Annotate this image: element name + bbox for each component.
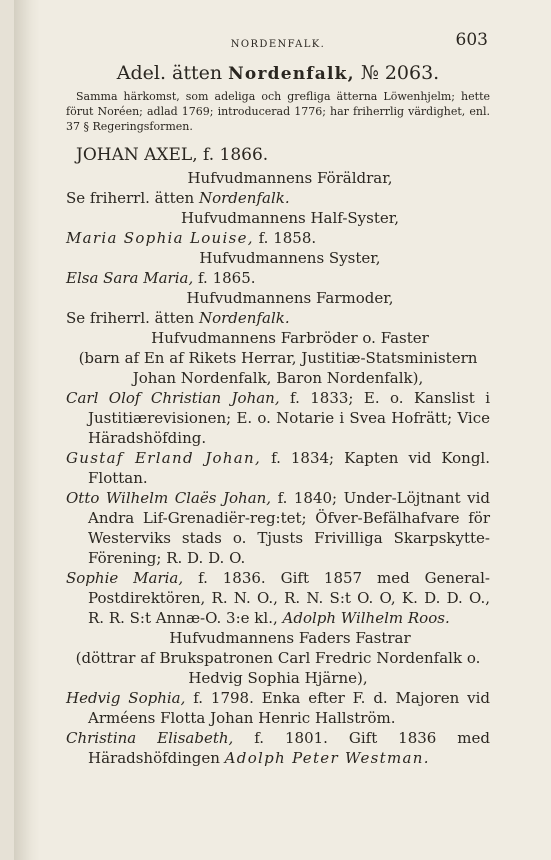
grandmother-ref xyxy=(66,308,490,328)
entry-text: f. 1834; Kapten vid Kongl. Flottan. xyxy=(88,449,490,487)
entry-name: Gustaf Erland Johan, xyxy=(66,449,262,467)
title-number: № 2063. xyxy=(360,62,440,84)
uncles-note: (barn af En af Rikets Herrar, Justitiæ-Statsministern Johan Nordenfalk, Baron Nordenfalk), xyxy=(78,349,478,387)
entry-spouse: Adolph Peter Westman. xyxy=(224,749,430,767)
ref-text: Se friherrl. ätten xyxy=(66,309,195,327)
half-sister-entry xyxy=(66,228,490,248)
section-heading-grandmother: Hufvudmannens Farmoder, xyxy=(186,289,394,307)
entry-text: f. 1836. Gift 1857 med General-Postdirektören, R. N. O., R. N. S:t O. O, K. D. D. O., R. R. S:t Annæ-O. 3:e kl., xyxy=(88,569,490,627)
uncle-entry xyxy=(66,488,490,568)
parents-ref xyxy=(66,188,490,208)
entry-name: Christina Elisabeth, xyxy=(66,729,234,747)
aunt-entry xyxy=(66,568,490,628)
entry-text: f. 1798. Enka efter F. d. Majoren vid Arméens Flotta Johan Henric Hallström. xyxy=(88,689,490,727)
ref-family: Nordenfalk. xyxy=(198,189,290,207)
section-heading-parents: Hufvudmannens Föräldrar, xyxy=(187,169,393,187)
section-heading-sister: Hufvudmannens Syster, xyxy=(199,249,381,267)
entry-name: Elsa Sara Maria, xyxy=(66,269,194,287)
title-family: Nordenfalk, xyxy=(228,64,355,84)
entry-text: f. 1833; E. o. Kanslist i Justitiærevisionen; E. o. Notarie i Svea Hofrätt; Vice Häradshöfding. xyxy=(88,389,490,447)
ref-family: Nordenfalk. xyxy=(198,309,290,327)
entry-name: Otto Wilhelm Claës Johan, xyxy=(66,489,272,507)
entry-text: f. 1858. xyxy=(258,229,317,247)
page-content xyxy=(66,30,490,768)
entry-spouse: Adolph Wilhelm Roos. xyxy=(282,609,450,627)
great-aunt-entry xyxy=(66,728,490,768)
family-title xyxy=(66,60,490,87)
entry-name: Sophie Maria, xyxy=(66,569,184,587)
entry-name: Maria Sophia Louise, xyxy=(66,229,254,247)
entry-name: Hedvig Sophia, xyxy=(66,689,186,707)
entry-text: f. 1801. Gift 1836 med Häradshöfdingen xyxy=(88,729,490,767)
uncle-entry xyxy=(66,448,490,488)
running-title: NORDENFALK. xyxy=(230,39,326,50)
section-heading-half-sister: Hufvudmannens Half-Syster, xyxy=(180,209,400,227)
entry-name: Carl Olof Christian Johan, xyxy=(66,389,280,407)
running-header xyxy=(66,30,490,60)
entry-text: f. 1865. xyxy=(198,269,256,287)
section-heading-fathers-aunts: Hufvudmannens Faders Fastrar xyxy=(169,629,411,647)
fathers-aunts-note: (döttrar af Brukspatronen Carl Fredric Nordenfalk o. Hedvig Sophia Hjärne), xyxy=(75,649,481,687)
ref-text: Se friherrl. ätten xyxy=(66,189,195,207)
title-prefix: Adel. ätten xyxy=(116,62,223,84)
uncle-entry xyxy=(66,388,490,448)
sister-entry xyxy=(66,268,490,288)
page-number: 603 xyxy=(455,30,488,50)
section-heading-uncles: Hufvudmannens Farbröder o. Faster xyxy=(151,329,429,347)
page-gutter xyxy=(14,0,40,860)
great-aunt-entry xyxy=(66,688,490,728)
head-of-family: JOHAN AXEL, f. 1866. xyxy=(76,145,269,165)
family-intro: Samma härkomst, som adeliga och grefliga ätterna Löwenhjelm; hette förut Noréen; adlad 1769; introducerad 1776; har friherrlig värdighet, enl. 37 § Regeringsformen. xyxy=(66,90,490,133)
entry-text: f. 1840; Under-Löjtnant vid Andra Lif-Grenadiër-reg:tet; Öfver-Befälhafvare för Westerviks stads o. Tjusts Frivilliga Skarpskytte-Förening; R. D. D. O. xyxy=(88,489,490,567)
